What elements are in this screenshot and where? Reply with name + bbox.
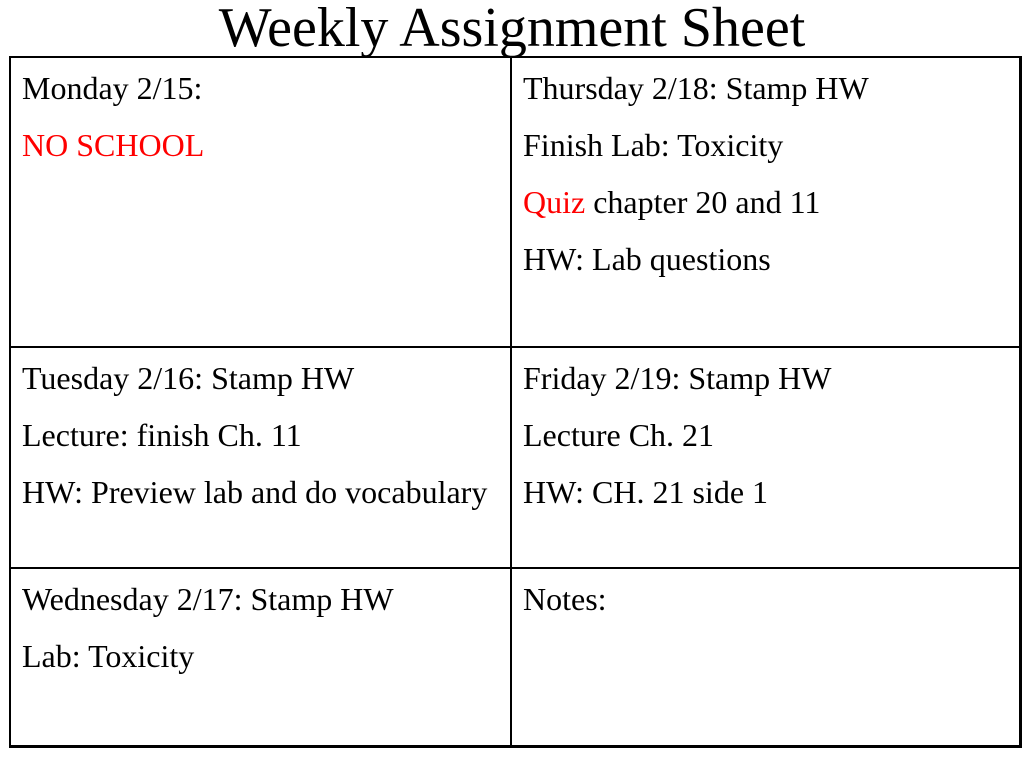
quiz-rest: chapter 20 and 11	[585, 184, 821, 220]
monday-cell	[11, 58, 512, 346]
tuesday-hw: HW: Preview lab and do vocabulary	[22, 474, 488, 510]
tuesday-cell	[11, 346, 512, 567]
thursday-hw: HW: Lab questions	[523, 241, 771, 277]
friday-lecture: Lecture Ch. 21	[523, 417, 715, 453]
friday-cell	[512, 346, 1019, 567]
wednesday-heading: Wednesday 2/17: Stamp HW	[22, 581, 394, 617]
tuesday-lecture: Lecture: finish Ch. 11	[22, 417, 302, 453]
wednesday-cell	[11, 567, 512, 745]
page-title: Weekly Assignment Sheet	[218, 0, 806, 59]
thursday-quiz-line	[523, 184, 1009, 220]
assignment-table	[9, 56, 1022, 748]
monday-no-school: NO SCHOOL	[22, 127, 205, 163]
thursday-heading: Thursday 2/18: Stamp HW	[523, 70, 869, 106]
thursday-cell	[512, 58, 1019, 346]
thursday-lab: Finish Lab: Toxicity	[523, 127, 784, 163]
tuesday-heading: Tuesday 2/16: Stamp HW	[22, 360, 355, 396]
wednesday-lab: Lab: Toxicity	[22, 638, 195, 674]
friday-hw: HW: CH. 21 side 1	[523, 474, 769, 510]
notes-cell	[512, 567, 1019, 745]
quiz-word: Quiz	[523, 184, 586, 220]
notes-heading: Notes:	[523, 581, 607, 617]
monday-heading: Monday 2/15:	[22, 70, 203, 106]
friday-heading: Friday 2/19: Stamp HW	[523, 360, 832, 396]
